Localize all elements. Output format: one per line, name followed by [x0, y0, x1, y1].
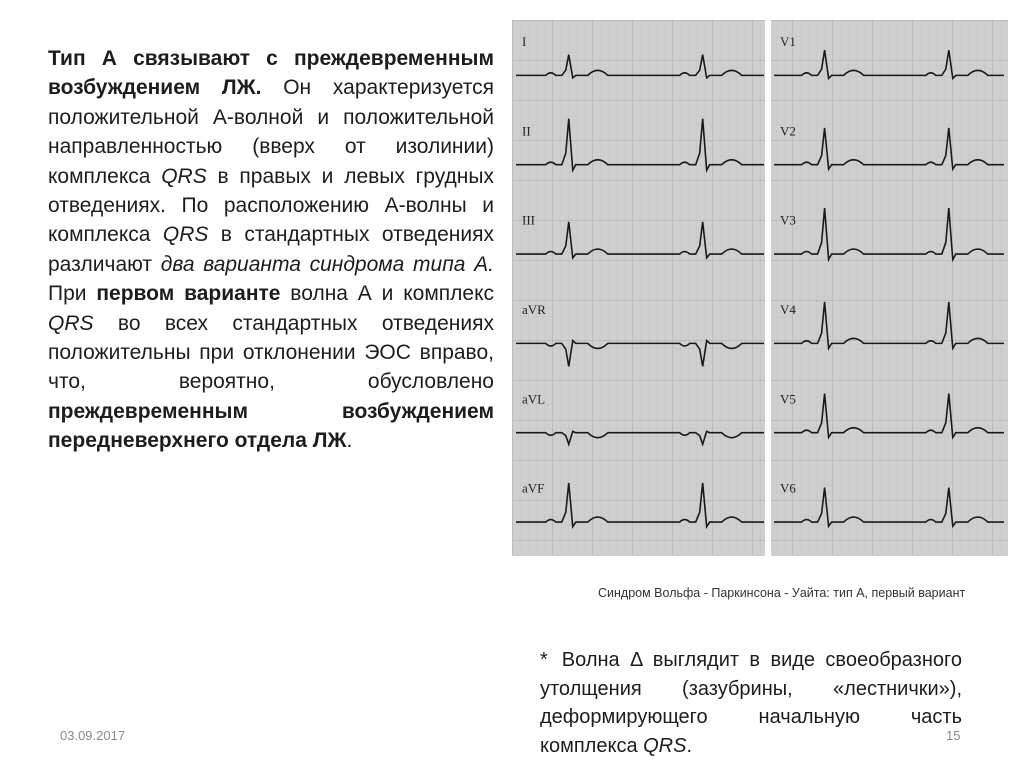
lead-label-avl: aVL — [522, 391, 546, 407]
qrs-term: QRS — [48, 311, 94, 335]
main-text-segment: в правых и левых грудных отведениях. По расположению А-волны и комплекса — [48, 164, 494, 247]
lead-label-avr: aVR — [522, 302, 546, 317]
main-text-block — [48, 44, 494, 456]
lead-label-v5: V5 — [780, 391, 796, 407]
slide-page-number: 15 — [946, 728, 961, 743]
lead-label-i: I — [522, 34, 527, 49]
ecg-figure — [512, 20, 1008, 556]
qrs-term: QRS — [643, 734, 687, 757]
main-text-bold-2: преждевременным возбуждением ЛЖ. — [48, 47, 494, 100]
lead-label-v4: V4 — [780, 302, 796, 317]
main-text-segment: во всех стандартных отведениях положительны при отклонении ЭОС вправо, что, вероятно, обусловлено — [48, 311, 494, 394]
figure-caption: Синдром Вольфа - Паркинсона - Уайта: тип А, первый вариант — [598, 586, 966, 600]
main-text-bold-1: Тип А связывают с — [48, 47, 278, 70]
qrs-term: QRS — [161, 164, 207, 188]
ecg-image — [512, 20, 1008, 556]
note-block — [540, 646, 962, 760]
main-text-bold-variant: первом варианте — [96, 282, 281, 306]
ecg-grid — [512, 20, 1008, 556]
lead-label-ii: II — [522, 123, 531, 139]
lead-label-v1: V1 — [780, 34, 796, 49]
note-asterisk: * — [540, 649, 548, 671]
main-text-italic: два варианта синдрома типа А. — [160, 252, 494, 276]
lead-label-v3: V3 — [780, 212, 796, 228]
main-text-segment: волна А и комплекс — [280, 282, 494, 306]
lead-label-v6: V6 — [780, 480, 796, 496]
lead-label-iii: III — [522, 212, 535, 228]
main-text-segment: При — [48, 282, 97, 306]
main-text-segment: в стандартных отведениях различают — [48, 223, 494, 276]
slide-date: 03.09.2017 — [60, 728, 126, 743]
lead-label-avf: aVF — [522, 480, 545, 496]
qrs-term: QRS — [162, 223, 209, 247]
main-text-segment: . — [346, 429, 353, 453]
main-text-bold-end: преждевременным возбуждением передневерхнего отдела ЛЖ — [48, 399, 494, 453]
lead-label-v2: V2 — [780, 123, 796, 139]
main-text-segment: Он характеризуется положительной А-волной и положительной направленностью (вверх от изолинии) комплекса — [48, 76, 494, 188]
main-paragraph — [48, 44, 494, 456]
note-text: Волна Δ выглядит в виде своеобразного утолщения (зазубрины, «лестнички»), деформирующего начальную часть комплекса — [540, 649, 962, 757]
note-end: . — [686, 734, 693, 757]
